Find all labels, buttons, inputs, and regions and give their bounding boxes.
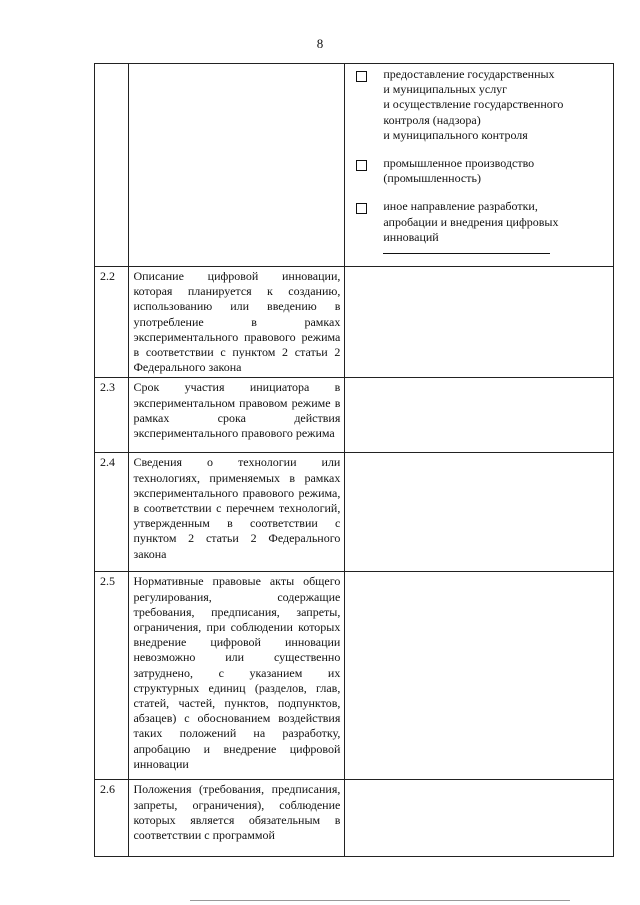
row-value-cell[interactable] (345, 453, 614, 572)
table-row-2-3 (95, 378, 614, 453)
row-number-cell: 2.6 (95, 780, 129, 857)
row-value-cell[interactable] (345, 378, 614, 453)
row-number-cell: 2.5 (95, 572, 129, 780)
row-description-cell: Положения (требования, предписания, запреты, ограничения), соблюдение которых является обязательным в соответствии с программой (129, 780, 345, 857)
row-description-cell (129, 64, 345, 267)
checkbox-icon[interactable] (356, 71, 367, 82)
row-value-cell[interactable] (345, 267, 614, 378)
row-number-cell: 2.2 (95, 267, 129, 378)
table-row-2-6 (95, 780, 614, 857)
option-label: промышленное производство (промышленность) (383, 156, 535, 186)
option-public-services[interactable] (353, 67, 607, 143)
table-row-continued (95, 64, 614, 267)
page-number: 8 (316, 36, 324, 51)
table-row-2-2 (95, 267, 614, 378)
option-label: иное направление разработки, апробации и внедрения цифровых инноваций (383, 199, 607, 258)
row-description-cell: Срок участия инициатора в экспериментальном правовом режиме в рамках срока действия экспериментального правового режима (129, 378, 345, 453)
option-industrial-production[interactable] (353, 156, 607, 186)
direction-options (349, 66, 609, 258)
row-description-cell: Нормативные правовые акты общего регулирования, содержащие требования, предписания, запреты, ограничения, при соблюдении которых внедрение цифровой инновации невозможно или существенно затруднено, с указанием их структурных единиц (разделов, глав, статей, частей, пунктов, подпунктов, абзацев) с обоснованием воздействия таких положений на разработку, апробацию и внедрение цифровой инновации (129, 572, 345, 780)
checkbox-icon[interactable] (356, 203, 367, 214)
other-direction-input-line[interactable] (383, 245, 550, 254)
row-number-cell: 2.4 (95, 453, 129, 572)
row-value-cell (345, 64, 614, 267)
row-number-cell: 2.3 (95, 378, 129, 453)
table-row-2-5 (95, 572, 614, 780)
option-label: предоставление государственных и муниципальных услуг и осуществление государственного контроля (надзора) и муниципального контроля (383, 67, 564, 142)
application-form-table (94, 63, 614, 857)
row-number-cell (95, 64, 129, 267)
checkbox-icon[interactable] (356, 160, 367, 171)
row-value-cell[interactable] (345, 572, 614, 780)
option-other-direction[interactable] (353, 199, 607, 258)
scan-bottom-rule (190, 900, 570, 901)
table-row-2-4 (95, 453, 614, 572)
row-value-cell[interactable] (345, 780, 614, 857)
row-description-cell: Сведения о технологии или технологиях, применяемых в рамках экспериментального правового режима, в соответствии с перечнем технологий, утвержденным в соответствии с пунктом 2 статьи 2 Федерального закона (129, 453, 345, 572)
row-description-cell: Описание цифровой инновации, которая планируется к созданию, использованию или введению в употребление в рамках экспериментального правового режима в соответствии с пунктом 2 статьи 2 Федерального закона (129, 267, 345, 378)
